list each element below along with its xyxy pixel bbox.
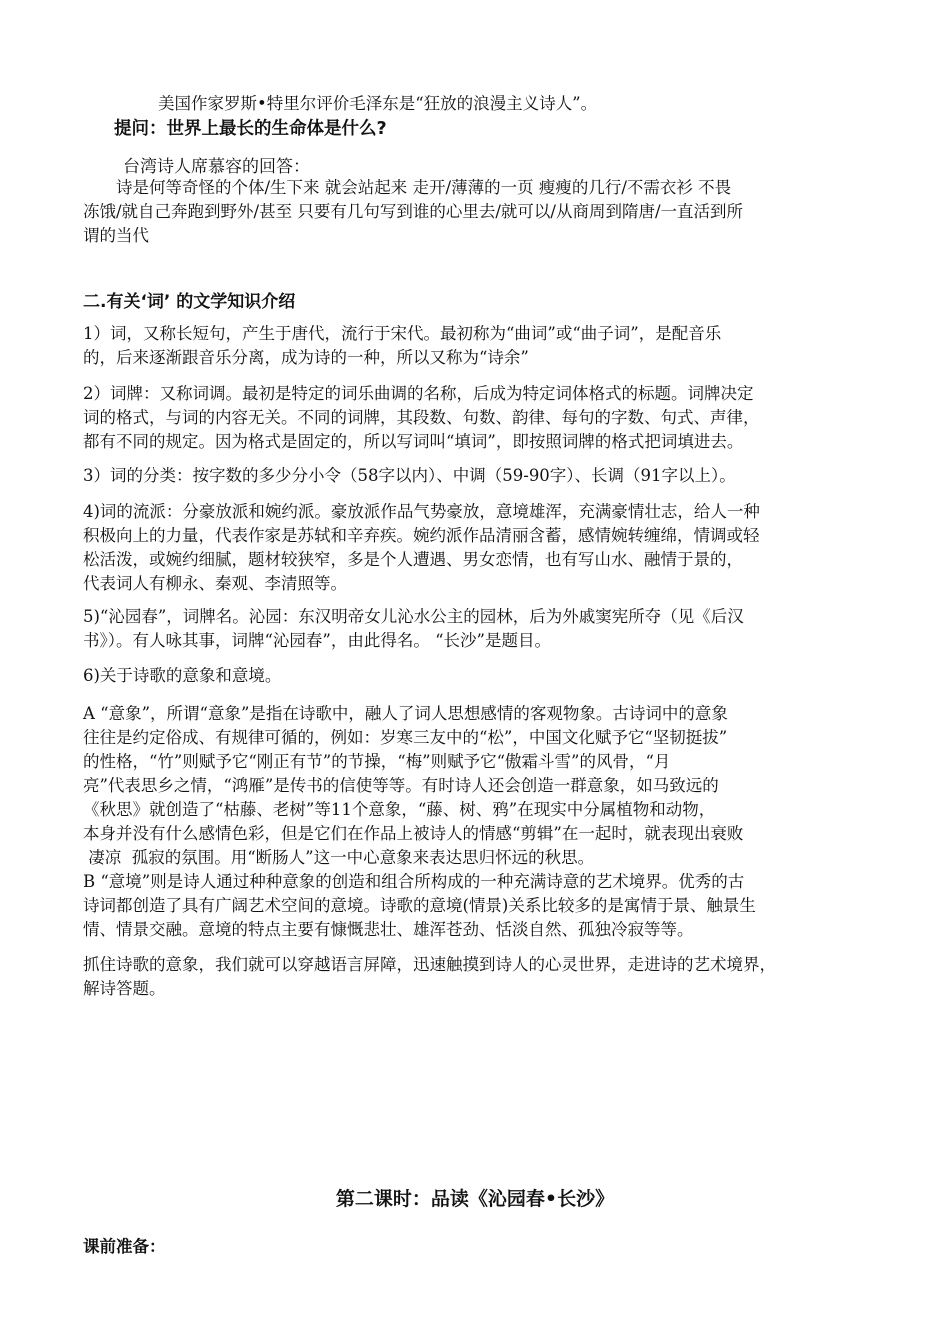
intro-poem	[83, 176, 873, 248]
section-heading: 二.有关‘词’ 的文学知识介绍	[83, 292, 296, 312]
intro-quote: 美国作家罗斯•特里尔评价毛泽东是“狂放的浪漫主义诗人”。	[158, 94, 598, 113]
paragraph-line: 抓住诗歌的意象，我们就可以穿越语言屏障，迅速触摸到诗人的心灵世界，走进诗的艺术境界，	[83, 955, 776, 974]
paragraph-line: 的，后来逐渐跟音乐分离，成为诗的一种，所以又称为“诗余”	[83, 348, 529, 367]
paragraph-line: 3）词的分类：按字数的多少分小令（58字以内）、中调（59-90字）、长调（91字以上）。	[83, 466, 736, 485]
poem-line: 冻饿/就自己奔跑到野外/甚至 只要有几句写到谁的心里去/就可以/从商周到隋唐/一直活到所	[83, 202, 744, 221]
paragraph-line: 2）词牌：又称词调。最初是特定的词乐曲调的名称，后成为特定词体格式的标题。词牌决定	[83, 384, 754, 403]
paragraph-line: 积极向上的力量，代表作家是苏轼和辛弃疾。婉约派作品清丽含蓄，感情婉转缠绵，情调或轻	[83, 526, 760, 545]
paragraph-6	[83, 664, 873, 688]
paragraph-line: 5)“沁园春”，词牌名。沁园：东汉明帝女儿沁水公主的园林，后为外戚窦宪所夺（见《后汉	[83, 607, 744, 626]
paragraph-b	[83, 870, 873, 942]
intro-answer-label: 台湾诗人席慕容的回答：	[123, 157, 310, 177]
paragraph-line: 1）词，又称长短句，产生于唐代，流行于宋代。最初称为“曲词”或“曲子词”，是配音乐	[83, 324, 722, 343]
paragraph-line: 都有不同的规定。因为格式是固定的，所以写词叫“填词”，即按照词牌的格式把词填进去。	[83, 432, 744, 451]
paragraph-line: 的性格，“竹”则赋予它“刚正有节”的节操，“梅”则赋予它“傲霜斗雪”的风骨，“月	[83, 752, 671, 771]
paragraph-line: 解诗答题。	[83, 979, 166, 998]
paragraph-line: 往往是约定俗成、有规律可循的，例如：岁寒三友中的“松”，中国文化赋予它“坚韧挺拔”	[83, 728, 728, 747]
paragraph-line: 《秋思》就创造了“枯藤、老树”等11个意象，“藤、树、鸦”在现实中分属植物和动物，	[83, 800, 716, 819]
lesson-title: 第二课时：品读《沁园春•长沙》	[335, 1188, 615, 1210]
paragraph-line: B “意境”则是诗人通过种种意象的创造和组合所构成的一种充满诗意的艺术境界。优秀的古	[83, 872, 745, 891]
paragraph-5	[83, 605, 873, 653]
paragraph-line: 凄凉 孤寂的氛围。用“断肠人”这一中心意象来表达思归怀远的秋思。	[83, 848, 595, 867]
paragraph-line: A “意象”，所谓“意象”是指在诗歌中，融人了词人思想感情的客观物象。古诗词中的意象	[83, 704, 728, 723]
paragraph-line: 情、情景交融。意境的特点主要有慷慨悲壮、雄浑苍劲、恬淡自然、孤独冷寂等等。	[83, 920, 694, 939]
paragraph-line: 本身并没有什么感情色彩，但是它们在作品上被诗人的情感“剪辑”在一起时，就表现出衰败	[83, 824, 744, 843]
paragraph-line: 代表词人有柳永、秦观、李清照等。	[83, 574, 347, 593]
poem-line: 谓的当代	[83, 226, 149, 245]
prep-label: 课前准备：	[83, 1237, 166, 1256]
paragraph-line: 6)关于诗歌的意象和意境。	[83, 666, 282, 685]
paragraph-line: 松活泼，或婉约细腻，题材较狭窄，多是个人遭遇、男女恋情，也有写山水、融情于景的，	[83, 550, 743, 569]
intro-question: 提问：世界上最长的生命体是什么?	[114, 119, 387, 139]
paragraph-line: 亮”代表思乡之情，“鸿雁”是传书的信使等等。有时诗人还会创造一群意象，如马致远的	[83, 776, 719, 795]
paragraph-line: 诗词都创造了具有广阔艺术空间的意境。诗歌的意境(情景)关系比较多的是寓情于景、触景生	[83, 896, 756, 915]
paragraph-line: 4)词的流派：分豪放派和婉约派。豪放派作品气势豪放，意境雄浑，充满豪情壮志，给人一种	[83, 502, 760, 521]
poem-line: 诗是何等奇怪的个体/生下来 就会站起来 走开/薄薄的一页 瘦瘦的几行/不需衣衫 不畏	[116, 178, 732, 197]
paragraph-line: 书》）。有人咏其事，词牌“沁园春”，由此得名。 “长沙”是题目。	[83, 631, 551, 650]
paragraph-3	[83, 464, 873, 488]
paragraph-c	[83, 953, 873, 1001]
paragraph-line: 词的格式，与词的内容无关。不同的词牌，其段数、句数、韵律、每句的字数、句式、声律，	[83, 408, 760, 427]
paragraph-1	[83, 322, 873, 370]
paragraph-2	[83, 382, 873, 454]
paragraph-4	[83, 500, 873, 596]
paragraph-a	[83, 702, 873, 870]
